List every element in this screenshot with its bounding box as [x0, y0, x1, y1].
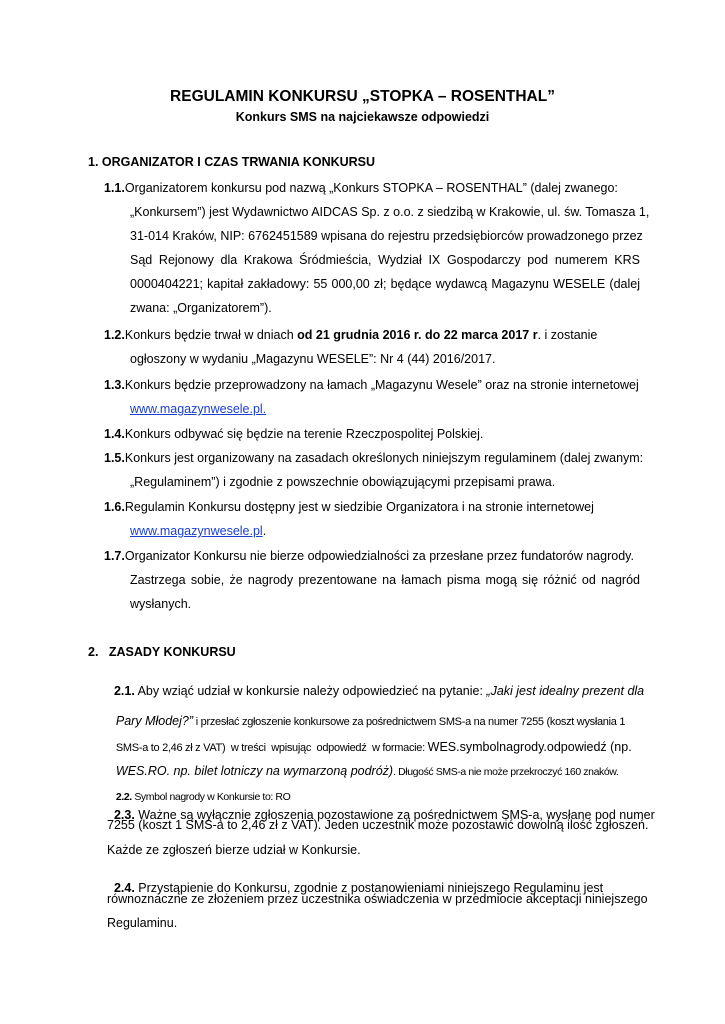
item-text: Symbol nagrody w Konkursie to: RO: [131, 791, 291, 803]
item-1-5-line2: „Regulaminem”) i zgodnie z powszechnie obowiązującymi przepisami prawa.: [130, 475, 556, 489]
item-number: 2.3.: [113, 808, 135, 822]
item-1-7-line3: wysłanych.: [130, 597, 192, 611]
item-1-3: [104, 378, 639, 392]
item-number: 1.4.: [104, 427, 125, 441]
sms-example: WES.RO. np. bilet lotniczy na wymarzoną podróż): [115, 764, 394, 778]
item-1-1-line4: Sąd Rejonowy dla Krakowa Śródmieścia, Wydział IX Gospodarczy pod numerem KRS: [130, 253, 640, 267]
item-1-6: [104, 500, 594, 514]
item-text: Konkurs będzie trwał w dniach: [124, 328, 298, 342]
item-number: 2.2.: [115, 791, 132, 803]
section-1-heading: 1. ORGANIZATOR I CZAS TRWANIA KONKURSU: [88, 155, 376, 169]
document-title: REGULAMIN KONKURSU „STOPKA – ROSENTHAL”: [170, 88, 555, 105]
item-2-3-line3: Każde ze zgłoszeń bierze udział w Konkursie.: [107, 843, 361, 857]
item-1-2-line2: ogłoszony w wydaniu „Magazynu WESELE”: Nr 4 (44) 2016/2017.: [130, 352, 496, 366]
item-number: 1.7.: [104, 549, 125, 563]
item-1-1-line6: zwana: „Organizatorem”).: [130, 301, 272, 315]
section-2-heading: 2. ZASADY KONKURSU: [88, 645, 236, 659]
item-text: Organizatorem konkursu pod nazwą „Konkurs STOPKA – ROSENTHAL” (dalej zwanego:: [124, 181, 618, 195]
item-text: Konkurs będzie przeprowadzony na łamach „Magazynu Wesele” oraz na stronie internetowej: [124, 378, 639, 392]
item-number: 1.2.: [104, 328, 125, 342]
item-2-4-line3: Regulaminu.: [107, 916, 178, 930]
item-1-2: [104, 328, 597, 342]
website-link[interactable]: www.magazynwesele.pl: [130, 524, 263, 538]
item-2-3-line2: 7255 (koszt 1 SMS-a to 2,46 zł z VAT). Jeden uczestnik może pozostawić dowolną ilość zgłoszeń.: [107, 818, 649, 832]
item-text: Aby wziąć udział w konkursie należy odpowiedzieć na pytanie:: [134, 684, 487, 698]
item-text: SMS-a to 2,46 zł z VAT) w treści wpisując odpowiedź w formacie:: [115, 742, 428, 754]
document-subtitle: Konkurs SMS na najciekawsze odpowiedzi: [235, 110, 490, 124]
item-1-3-line2: [130, 402, 266, 416]
period: .: [262, 524, 267, 538]
item-1-4: [104, 427, 483, 441]
item-1-1-line3: 31-014 Kraków, NIP: 6762451589 wpisana do rejestru przedsiębiorców prowadzonego przez: [130, 229, 643, 243]
item-text: Konkurs odbywać się będzie na terenie Rzeczpospolitej Polskiej.: [124, 427, 484, 441]
item-2-4-line2: równoznaczne ze złożeniem przez uczestnika oświadczenia w przedmiocie akceptacji niniejszego: [107, 892, 648, 906]
item-number: 1.1.: [104, 181, 125, 195]
item-text: . Długość SMS-a nie może przekroczyć 160 znaków.: [393, 766, 619, 778]
item-1-5: [104, 451, 643, 465]
question: „Jaki jest idealny prezent dla: [486, 684, 645, 698]
item-text: Regulamin Konkursu dostępny jest w siedzibie Organizatora i na stronie internetowej: [124, 500, 594, 514]
item-number: 1.3.: [104, 378, 125, 392]
item-number: 1.5.: [104, 451, 125, 465]
sms-format: WES.symbolnagrody.odpowiedź (np.: [427, 740, 632, 754]
item-1-1: [104, 181, 618, 195]
item-2-4: [107, 867, 603, 895]
item-text: Organizator Konkursu nie bierze odpowiedzialności za przesłane przez fundatorów nagrody.: [124, 549, 634, 563]
item-number: 2.1.: [113, 684, 135, 698]
item-text: Ważne są wyłącznie zgłoszenia pozostawione za pośrednictwem SMS-a, wysłane pod numer: [134, 808, 655, 822]
item-text: Przystąpienie do Konkursu, zgodnie z postanowieniami niniejszego Regulaminu jest: [134, 881, 604, 895]
item-number: 1.6.: [104, 500, 125, 514]
question-end: Pary Młodej?”: [115, 714, 194, 728]
item-1-7: [104, 549, 634, 563]
item-text: i przesłać zgłoszenie konkursowe za pośrednictwem SMS-a na numer 7255 (koszt wysłania 1: [193, 716, 626, 728]
item-1-1-line5: 0000404221; kapitał zakładowy: 55 000,00 zł; będące wydawcą Magazynu WESELE (dalej: [130, 277, 640, 291]
item-1-7-line2: Zastrzega sobie, że nagrody prezentowane na łamach pisma mogą się różnić od nagród: [130, 573, 640, 587]
item-text: Konkurs jest organizowany na zasadach określonych niniejszym regulaminem (dalej zwanym:: [124, 451, 644, 465]
item-1-1-line2: „Konkursem”) jest Wydawnictwo AIDCAS Sp. z o.o. z siedzibą w Krakowie, ul. św. Tomasza 1,: [130, 205, 650, 219]
item-text-tail: . i zostanie: [537, 328, 598, 342]
item-1-6-line2: [130, 524, 266, 538]
date-range: od 21 grudnia 2016 r. do 22 marca 2017 r: [297, 328, 538, 342]
item-number: 2.4.: [113, 881, 135, 895]
website-link[interactable]: www.magazynwesele.pl.: [130, 402, 267, 416]
